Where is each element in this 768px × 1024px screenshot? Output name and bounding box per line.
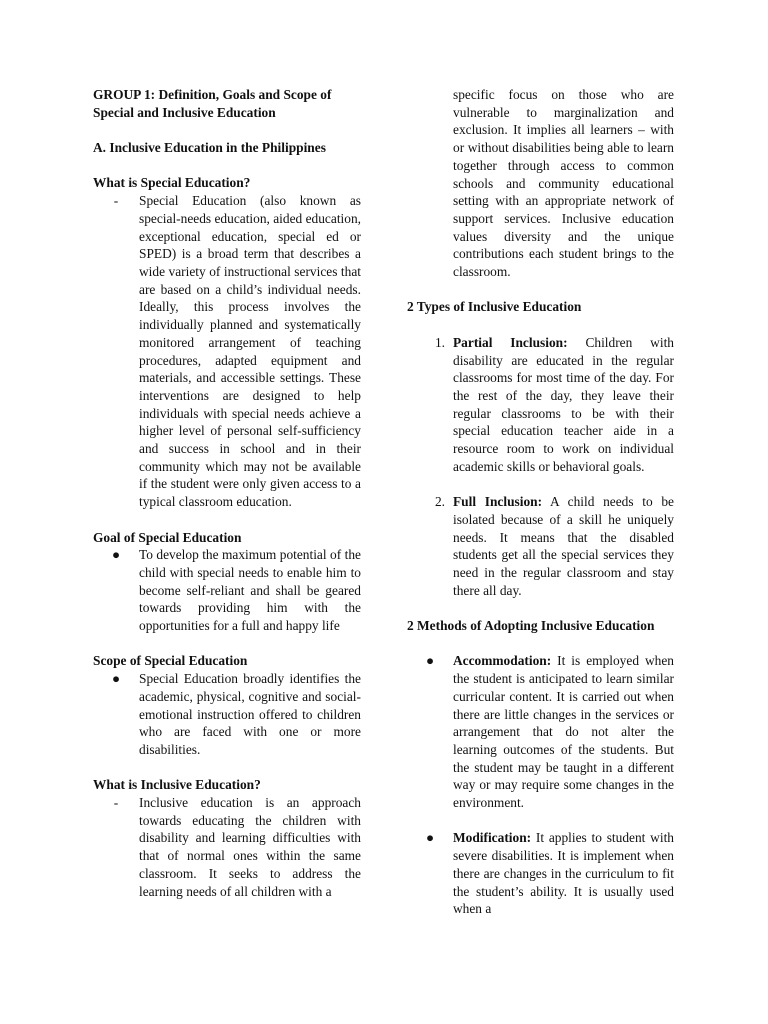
goal-item: [93, 546, 361, 635]
scope-text: Special Education broadly identifies the academic, physical, cognitive and social-emotional instruction offered to children who are faced with one or more disabilities.: [139, 671, 361, 757]
method-item-accommodation: [407, 652, 674, 811]
method-text: It applies to student with severe disabilities. It is implement when there are changes in the curriculum to fit the student’s ability. It is usually used when a: [453, 830, 674, 917]
type-lead: Full Inclusion:: [453, 494, 543, 510]
type-item-full: [407, 493, 674, 599]
methods-heading: 2 Methods of Adopting Inclusive Education: [407, 618, 655, 634]
type-text: A child needs to be isolated because of a skill he uniquely needs. It means that the disabled students get all the special services they need in the regular classroom and stay there all day.: [453, 494, 675, 598]
what-is-sped-item: [93, 192, 361, 511]
what-is-sped-text: Special Education (also known as special-needs education, aided education, exceptional education, special ed or SPED) is a broad term that describes a wide variety of instructional services that are based on a child’s individual needs. Ideally, this process involves the individually planned and systematically monitored arrangement of teaching procedures, adapted equipment and materials, and accessible settings. These interventions are designed to help individuals with special needs achieve a higher level of personal self-sufficiency and success in school and in their community which may not be available if the student were only given access to a typical classroom education.: [139, 193, 361, 510]
number-marker: 1.: [434, 334, 445, 350]
goal-heading: Goal of Special Education: [93, 529, 242, 545]
section-a-heading: A. Inclusive Education in the Philippines: [93, 140, 326, 156]
what-is-inclusive-item: [93, 794, 361, 900]
type-text: Children with disability are educated in the regular classrooms for most time of the day. For the rest of the day, they leave their regular classrooms to be with their special education teacher aide in a resource room to work on individual academic skills or behavioral goals.: [453, 334, 674, 474]
goal-text: To develop the maximum potential of the child with special needs to enable him to become self-reliant and shall be geared towards providing him with the opportunities for a full and happy life: [139, 547, 361, 634]
left-column: [93, 86, 361, 900]
what-is-inclusive-heading: What is Inclusive Education?: [93, 777, 261, 793]
method-text: It is employed when the student is anticipated to learn similar curricular content. It is carried out when there are little changes in the services or arrangement that do not alter the learning outcomes of the students. But the student may be taught in a different way or may require some changes in the environment.: [453, 653, 674, 811]
what-is-sped-heading: What is Special Education?: [93, 175, 251, 191]
type-lead: Partial Inclusion:: [453, 334, 568, 350]
what-is-inclusive-text: Inclusive education is an approach towards educating the children with disability and learning difficulties with that of normal ones within the same classroom. It seeks to address the learning needs of all children with a: [139, 795, 361, 899]
type-item-partial: [407, 334, 674, 476]
bullet-marker: ●: [111, 547, 121, 563]
scope-item: [93, 670, 361, 759]
number-marker: 2.: [434, 494, 445, 510]
types-heading: 2 Types of Inclusive Education: [407, 299, 582, 315]
method-item-modification: [407, 829, 674, 918]
method-lead: Modification:: [453, 830, 532, 846]
document-title: GROUP 1: Definition, Goals and Scope of Special and Inclusive Education: [93, 87, 332, 120]
method-lead: Accommodation:: [453, 653, 552, 669]
scope-heading: Scope of Special Education: [93, 653, 248, 669]
dash-marker: -: [113, 795, 119, 811]
dash-marker: -: [113, 193, 119, 209]
right-column: [407, 86, 674, 918]
inclusive-continuation-text: specific focus on those who are vulnerable to marginalization and exclusion. It implies all learners – with or without disabilities being able to learn together through access to common schools and community educational setting with an appropriate network of support services. Inclusive education values diversity and the unique contributions each student brings to the classroom.: [453, 87, 674, 280]
bullet-marker: ●: [425, 830, 435, 846]
bullet-marker: ●: [425, 653, 435, 669]
bullet-marker: ●: [111, 671, 121, 687]
